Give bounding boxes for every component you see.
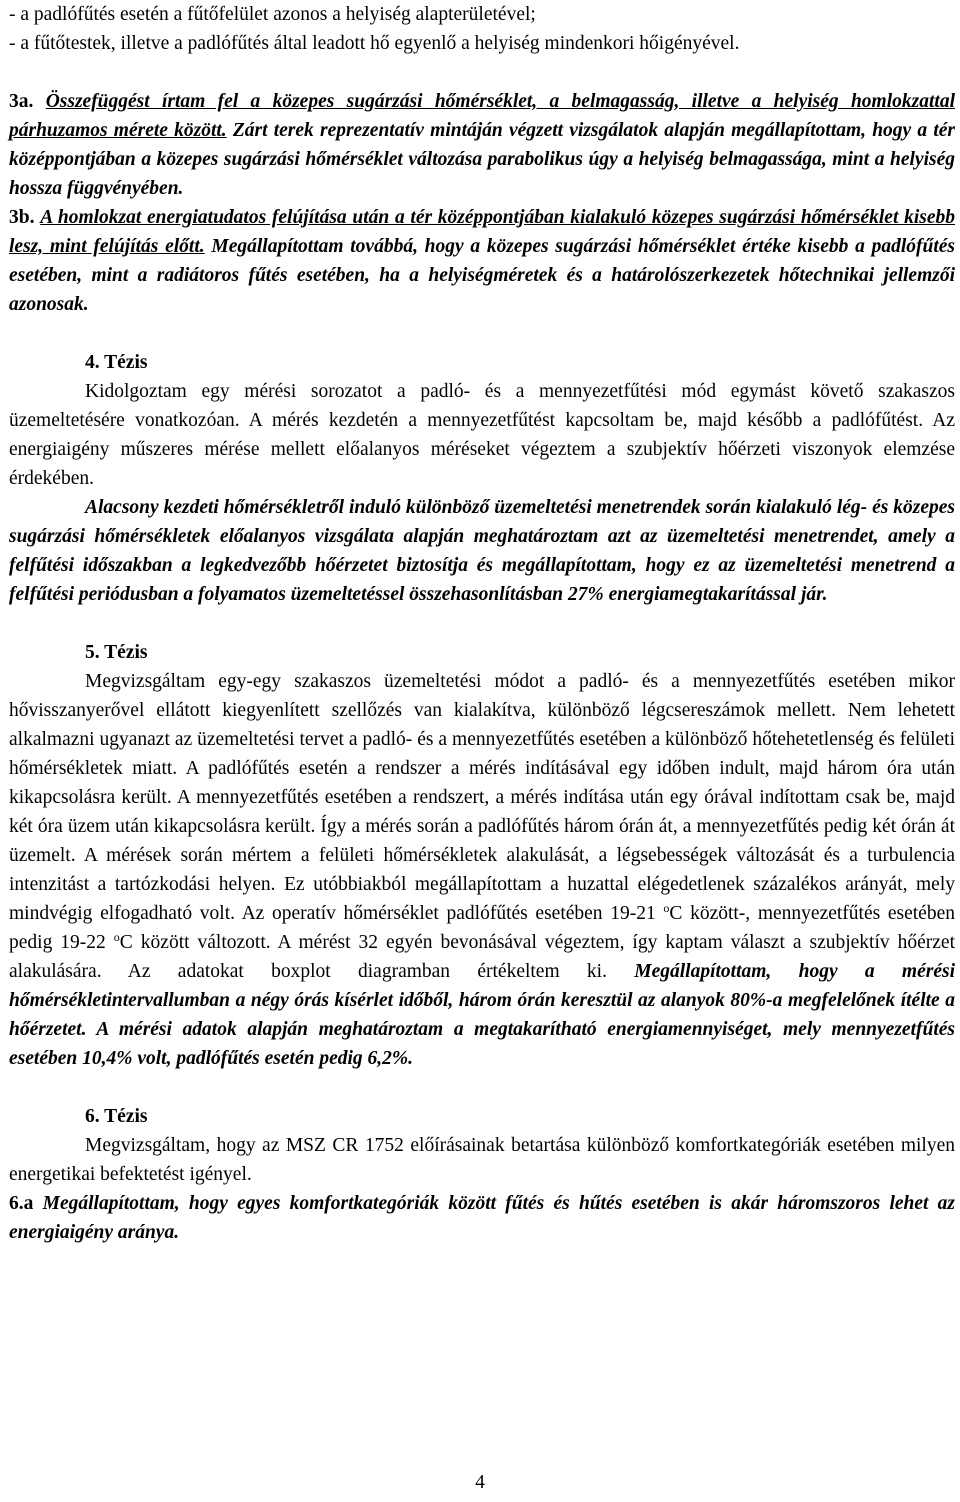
underlined-finding: Összefüggést írtam fel a közepes sugárzási hőmérséklet, a belmagasság, illetve a helyiség homlokzattal párhuzamos mérete között. [9, 91, 955, 141]
thesis-finding: Megállapítottam, hogy egyes komfortkategóriák között fűtés és hűtés esetében is akár háromszoros lehet az energiaigény aránya. [9, 1193, 956, 1243]
thesis-heading: 6. Tézis [85, 1106, 148, 1127]
thesis-heading: 4. Tézis [85, 352, 148, 373]
finding-text: Megállapítottam továbbá, hogy a közepes sugárzási hőmérséklet értéke kisebb a padlófűtés esetében, mint a radiátoros fűtés esetében, ha a helyiségméretek és a határolószerkezetek hőtechnikai jellemzői azonosak. [9, 236, 956, 315]
body-text: Megvizsgáltam egy-egy szakaszos üzemeltetési módot a padló- és a mennyezetfűtés esetében mikor hővisszanyerővel ellátott kiegyenlített szellőzés van kialakítva, különböző légcsereszámok mellett. Nem lehetett alkalmazni ugyanazt az üzemeltetési tervet a padló- és a mennyezetfűtés esetében a különböző hőtehetetlenség és felületi hőmérsékletek miatt. A padlófűtés esetén a rendszer a mérés indításával egy időben indult, majd három óra után kikapcsolásra került. A mennyezetfűtés esetében a rendszert, a mérés indítása után egy órával indítottam csak be, majd két óra üzem után kikapcsolásra került. Így a mérés során a padlófűtés három órán át, a mennyezetfűtés pedig két órán át üzemelt. A mérések során mértem a felületi hőmérsékletek alakulását, a légsebességek változását és a turbulencia intenzitást a tartózkodási helyen. Ez utóbbiakból megállapítottam a huzattal elégedetlenek százalékos arányát, mely mindvégig elfogadható volt. Az operatív hőmérséklet padlófűtés esetében 19-21 [9, 671, 955, 924]
degree-sign: o [113, 930, 120, 944]
thesis-finding: Megállapítottam, hogy a mérési hőmérsékletintervallumban a négy órás kísérlet időből, három órán keresztül az alanyok 80%-a megfelelőnek ítélte a hőérzetet. A mérési adatok alapján meghatároztam a megtakarítható energiamennyiséget, mely mennyezetfűtés esetében 10,4% volt, padlófűtés esetén pedig 6,2%. [9, 961, 955, 1069]
degree-sign: o [663, 901, 670, 915]
thesis-body: Kidolgoztam egy mérési sorozatot a padló- és a mennyezetfűtési mód egymást követő szakaszos üzemeltetésére vonatkozóan. A mérés kezdetén a mennyezetfűtést kapcsoltam be, majd később a padlófűtést. Az energiaigény műszeres mérése mellett előalanyos méréseket végeztem a szubjektív hőérzeti viszonyok elemzése érdekében. [9, 381, 955, 489]
requirement-line: - a padlófűtés esetén a fűtőfelület azonos a helyiség alapterületével; [9, 4, 536, 25]
thesis-finding: Alacsony kezdeti hőmérsékletről induló különböző üzemeltetési menetrendek során kialakuló lég- és közepes sugárzási hőmérsékletek előalanyos vizsgálata alapján meghatároztam azt az üzemeltetési menetrendet, amely a felfűtési időszakban a legkedvezőbb hőérzetet biztosítja és megállapítottam, hogy ez az üzemeltetési menetrend a felfűtési periódusban a folyamatos üzemeltetéssel összehasonlításban 27% energiamegtakarítással jár. [9, 497, 955, 605]
document-page [9, 0, 955, 1247]
section-label: 3b. [9, 207, 35, 228]
thesis-3a [9, 87, 955, 203]
body-text: C között változott. A mérést 32 egyén bevonásával végeztem, így kaptam választ a szubjektív hőérzet alakulására. Az adatokat boxplot diagramban értékeltem ki. [9, 932, 955, 982]
thesis-6a [9, 1189, 955, 1247]
thesis-3b [9, 203, 955, 319]
page-number: 4 [475, 1472, 485, 1493]
requirement-line: - a fűtőtestek, illetve a padlófűtés által leadott hő egyenlő a helyiség mindenkori hőigényével. [9, 33, 740, 54]
requirements-list [9, 0, 955, 58]
section-label: 3a. [9, 91, 34, 112]
thesis-body [9, 667, 955, 1073]
thesis-heading: 5. Tézis [85, 642, 148, 663]
body-text: C között-, mennyezetfűtés esetében pedig 19-22 [9, 903, 955, 953]
section-label: 6.a [9, 1193, 34, 1214]
finding-text: Zárt terek reprezentatív mintáján végzett vizsgálatok alapján megállapítottam, hogy a tér középpontjában a közepes sugárzási hőmérséklet változása parabolikus úgy a helyiség belmagassága, mint a helyiség hossza függvényében. [9, 120, 955, 199]
thesis-body: Megvizsgáltam, hogy az MSZ CR 1752 előírásainak betartása különböző komfortkategóriák esetében milyen energetikai befektetést igényel. [9, 1135, 955, 1185]
underlined-finding: A homlokzat energiatudatos felújítása után a tér középpontjában kialakuló közepes sugárzási hőmérséklet kisebb lesz, mint felújítás előtt. [9, 207, 955, 257]
